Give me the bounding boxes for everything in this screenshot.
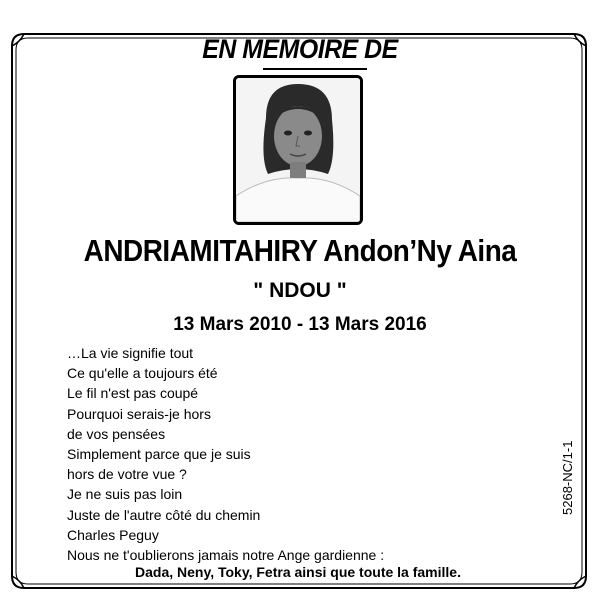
poem-line: Simplement parce que je suis: [67, 446, 251, 463]
poem-line: de vos pensées: [67, 425, 166, 442]
portrait-photo: [233, 75, 363, 225]
memorial-heading: EN MEMOIRE DE: [202, 34, 398, 64]
poem: [67, 343, 384, 565]
poem-line: Ce qu'elle a toujours été: [67, 365, 218, 382]
family-signature: Dada, Neny, Toky, Fetra ainsi que toute la famille.: [135, 564, 461, 580]
dedication-line: Nous ne t'oublierons jamais notre Ange gardienne :: [67, 547, 385, 564]
poem-line: hors de votre vue ?: [67, 466, 187, 483]
reference-code: 5268-NC/1-1: [560, 440, 575, 515]
poem-line: …La vie signifie tout: [67, 345, 194, 361]
poem-line: Le fil n'est pas coupé: [67, 385, 199, 402]
life-dates: 13 Mars 2010 - 13 Mars 2016: [173, 314, 427, 335]
poem-line: Pourquoi serais-je hors: [67, 405, 211, 422]
deceased-name: ANDRIAMITAHIRY Andon’Ny Aina: [83, 233, 517, 268]
nickname: " NDOU ": [253, 279, 347, 302]
poem-author: Charles Peguy: [67, 526, 159, 543]
poem-line: Juste de l'autre côté du chemin: [67, 506, 261, 523]
poem-line: Je ne suis pas loin: [67, 486, 183, 503]
heading-underline: [263, 68, 367, 70]
